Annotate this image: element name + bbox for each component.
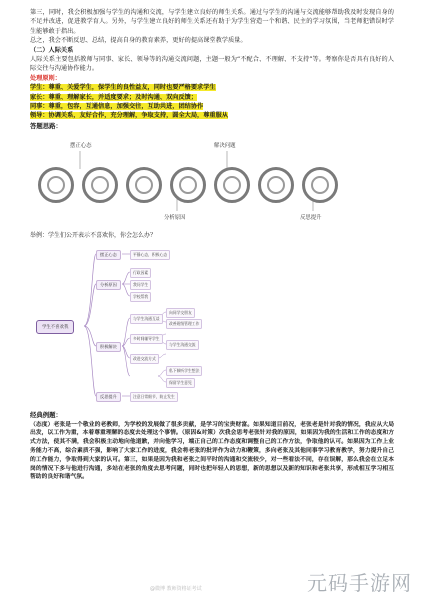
principle-list [30, 83, 394, 121]
mind-map [30, 242, 394, 410]
example-question: 举例：学生们公开表示不喜欢你，你会怎么办？ [30, 232, 157, 240]
leaf-ask-students: 我问学生 [130, 280, 151, 290]
branch-mindset: 摆正心态 [96, 250, 121, 260]
section-heading-interpersonal: （二）人际关系 [30, 46, 74, 54]
principle-colleague: 同事：尊重，包容，互通信息，加强交往，互助共进，团结协作 [30, 103, 204, 111]
leaf-prevent: 注意日常细节，防止发生 [130, 392, 178, 402]
leaf-communicate: 与学生沟通交流 [166, 340, 199, 350]
label-analyze: 分析原因 [164, 215, 186, 222]
principle-leader: 领导：协调关系，友好合作，充分理解，争取支持，圆全大局，尊重服从 [30, 112, 228, 120]
label-mindset: 摆正心态 [70, 143, 92, 150]
classic-example-heading: 经典例题： [30, 411, 62, 420]
principle-student: 学生：尊重、关爱学生，保学生的良性益友，同时也要严格要求学生 [30, 84, 216, 92]
brand-watermark: 元码手游网 [307, 571, 412, 595]
label-solve: 解决问题 [214, 143, 236, 150]
leaf-improve-method: 改进交流方式 [130, 354, 159, 364]
branch-reflect: 反思提升 [96, 392, 121, 402]
leaf-keep-opinion: 保留学生意见 [166, 378, 195, 388]
branch-solve: 积极解决 [96, 342, 121, 352]
leaf-talk: 与学生沟通互谈 [130, 314, 163, 324]
paragraph-summary: 总之，我会不断反思、总结，提高自身的教育素养，更好的提高课堂教学质量。 [30, 37, 247, 45]
principle-heading: 处理原则： [30, 74, 61, 82]
label-reflect: 反思提升 [300, 215, 322, 222]
leaf-school-help: 学校帮我 [130, 292, 151, 302]
mind-map-root: 学生不喜欢我 [36, 320, 74, 334]
leaf-listen: 私下倾听学生想法 [166, 366, 202, 376]
principle-parent: 家长：尊重、理解家长，并适度要求；及时沟通、双向反馈； [30, 93, 198, 101]
answer-approach-heading: 答题思路： [30, 121, 62, 130]
leaf-calm: 平静心态，积极心态 [130, 250, 170, 260]
branch-analyze: 分析原因 [96, 280, 121, 290]
answer-approach-diagram [30, 131, 394, 229]
classic-example-body: （态度）老张是一个敬业的老教师，为学校的发展做了很多贡献，是学习的宝贵财富。如果知道目前况，老张老是针对我的情况，我应从大局出发，以工作为重，本着尊重理解的态度去处理这个事情。（原因&对策）次我会思考老张针对我的原因，如果因为我的生活和工作的态度和方式方法，使其不满，我会积极主动地向他道歉，并向他学习，端正自己的工作态度和调整自己的工作方法，争取他的认可。如果因为工作上业务能力不高，综合素质不强，影响了大家工作的进度，我会将老张的批评作为动力和鞭策，多向老张及其他同事学习教育教学，努力提升自己的工作能力，争取得到大家的认可。第三，如果是因为我和老张之间平时的沟通和交流较少，对一些看法不同，存在误解，那么我会在立足本岗的情况下多与他进行沟通，多站在老张的角度去思考问题，同时也把年轻人的思想，新的思想以及新的知识和老张共享，形成相互学习相互帮助的良好和谐气氛。 [30, 421, 394, 481]
watermark: @微博 教师资格证考试 [150, 586, 202, 592]
leaf-friends: 向同学交朋友 [166, 308, 195, 318]
leaf-admin: 行政因素 [130, 268, 151, 278]
mind-map-connectors [30, 242, 394, 410]
leaf-tutor: 多时间辅导学生 [130, 334, 163, 344]
paragraph-intro: 第三，同时，我会积极加强与学生的沟通和交流，与学生建立良好的师生关系。通过与学生的沟通与交流能够帮助我及时发现自身的不足并改进，促进教学育人。另外，与学生建立良好的师生关系还有助于为学生营造一个和谐、民主的学习氛围，当老师犯错误时学生能够敢于指出。 [30, 9, 394, 35]
paragraph-interpersonal: 人际关系主要包括教师与同事、家长、领导等的沟通交流问题，主题一般为“不配合、不理解、不支持”等。考察你是否具有良好的人际交往与沟通协作能力。 [30, 56, 394, 73]
leaf-class-mgmt: 改善班级管理工作 [166, 319, 202, 329]
